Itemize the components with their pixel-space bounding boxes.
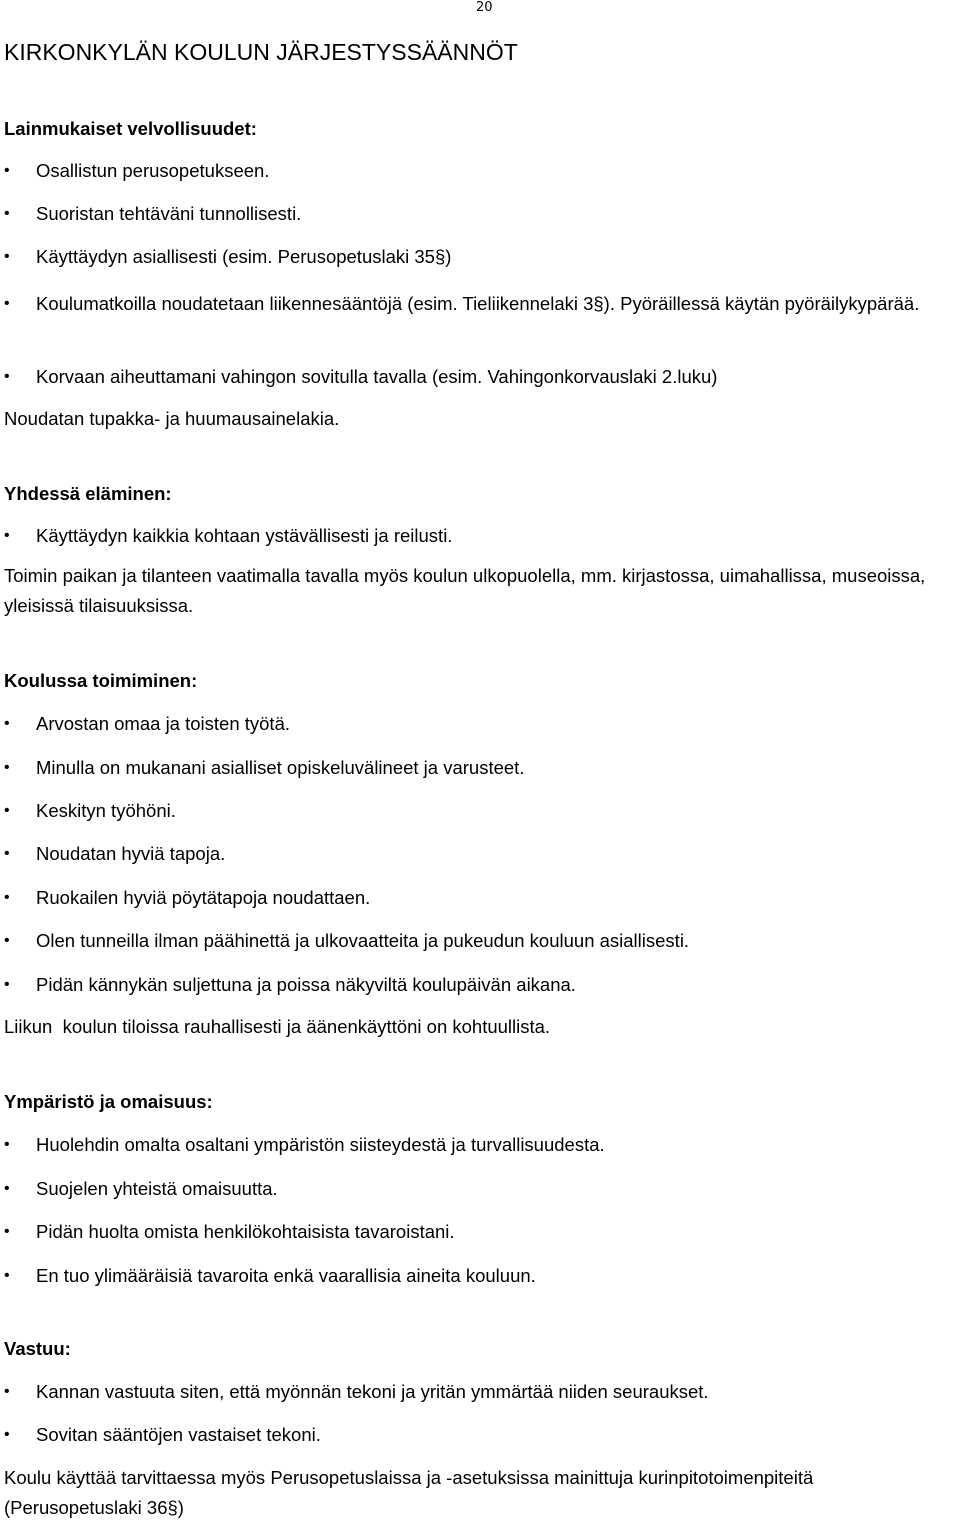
list-item-text: Korvaan aiheuttamani vahingon sovitulla tavalla (esim. Vahingonkorvauslaki 2.luku): [36, 366, 718, 387]
list-item-text: Pidän huolta omista henkilökohtaisista tavaroistani.: [36, 1221, 455, 1242]
section-note: Toimin paikan ja tilanteen vaatimalla tavalla myös koulun ulkopuolella, mm. kirjastossa, uimahallissa, museoissa, yleisissä tilaisuuksissa.: [4, 565, 926, 616]
section-note: Liikun koulun tiloissa rauhallisesti ja äänenkäyttöni on kohtuullista.: [4, 1016, 551, 1037]
bullet-icon: •: [4, 802, 10, 819]
section-note: Noudatan tupakka- ja huumausainelakia.: [4, 408, 340, 429]
bullet-icon: •: [4, 1267, 10, 1284]
list-item-text: Kannan vastuuta siten, että myönnän tekoni ja yritän ymmärtää niiden seuraukset.: [36, 1381, 709, 1402]
section-heading-environment: Ympäristö ja omaisuus:: [4, 1091, 213, 1112]
bullet-icon: •: [4, 889, 10, 906]
list-item-text: Keskityn työhöni.: [36, 800, 176, 821]
bullet-icon: •: [4, 527, 10, 544]
list-item-text: Käyttäydyn kaikkia kohtaan ystävällisesti ja reilusti.: [36, 525, 453, 546]
bullet-icon: •: [4, 932, 10, 949]
list-item-text: Käyttäydyn asiallisesti (esim. Perusopetuslaki 35§): [36, 246, 452, 267]
bullet-icon: •: [4, 1223, 10, 1240]
bullet-icon: •: [4, 845, 10, 862]
bullet-icon: •: [4, 162, 10, 179]
bullet-icon: •: [4, 1426, 10, 1443]
bullet-icon: •: [4, 205, 10, 222]
bullet-icon: •: [4, 759, 10, 776]
bullet-icon: •: [4, 368, 10, 385]
list-item: [4, 288, 956, 320]
section-heading-responsibility: Vastuu:: [4, 1338, 71, 1359]
page-title: KIRKONKYLÄN KOULUN JÄRJESTYSSÄÄNNÖT: [4, 39, 518, 65]
section-heading-obligations: Lainmukaiset velvollisuudet:: [4, 118, 257, 139]
list-item-text: Koulumatkoilla noudatetaan liikennesääntöjä (esim. Tieliikennelaki 3§). Pyöräillessä käytän pyöräilykypärää.: [36, 293, 920, 314]
list-item-text: Olen tunneilla ilman päähinettä ja ulkovaatteita ja pukeudun kouluun asiallisesti.: [36, 930, 690, 951]
bullet-icon: •: [4, 295, 10, 312]
list-item-text: Minulla on mukanani asialliset opiskeluvälineet ja varusteet.: [36, 757, 525, 778]
list-item-text: Ruokailen hyviä pöytätapoja noudattaen.: [36, 887, 371, 908]
list-item-text: Suoristan tehtäväni tunnollisesti.: [36, 203, 302, 224]
bullet-icon: •: [4, 715, 10, 732]
bullet-icon: •: [4, 248, 10, 265]
page-number: 20: [476, 0, 493, 15]
section-note: Koulu käyttää tarvittaessa myös Perusopetuslaissa ja -asetuksissa mainittuja kurinpitotoimenpiteitä (Perusopetuslaki 36§): [4, 1467, 814, 1518]
list-item-text: En tuo ylimääräisiä tavaroita enkä vaarallisia aineita kouluun.: [36, 1265, 536, 1286]
list-item-text: Sovitan sääntöjen vastaiset tekoni.: [36, 1424, 321, 1445]
list-item-text: Arvostan omaa ja toisten työtä.: [36, 713, 290, 734]
section-heading-school-conduct: Koulussa toimiminen:: [4, 670, 198, 691]
list-item-text: Suojelen yhteistä omaisuutta.: [36, 1178, 278, 1199]
bullet-icon: •: [4, 1383, 10, 1400]
section-heading-living-together: Yhdessä eläminen:: [4, 483, 172, 504]
list-item-text: Noudatan hyviä tapoja.: [36, 843, 226, 864]
bullet-icon: •: [4, 1136, 10, 1153]
list-item-text: Osallistun perusopetukseen.: [36, 160, 270, 181]
list-item-text: Huolehdin omalta osaltani ympäristön siisteydestä ja turvallisuudesta.: [36, 1134, 605, 1155]
list-item-text: Pidän kännykän suljettuna ja poissa näkyviltä koulupäivän aikana.: [36, 974, 576, 995]
bullet-icon: •: [4, 1180, 10, 1197]
bullet-icon: •: [4, 976, 10, 993]
